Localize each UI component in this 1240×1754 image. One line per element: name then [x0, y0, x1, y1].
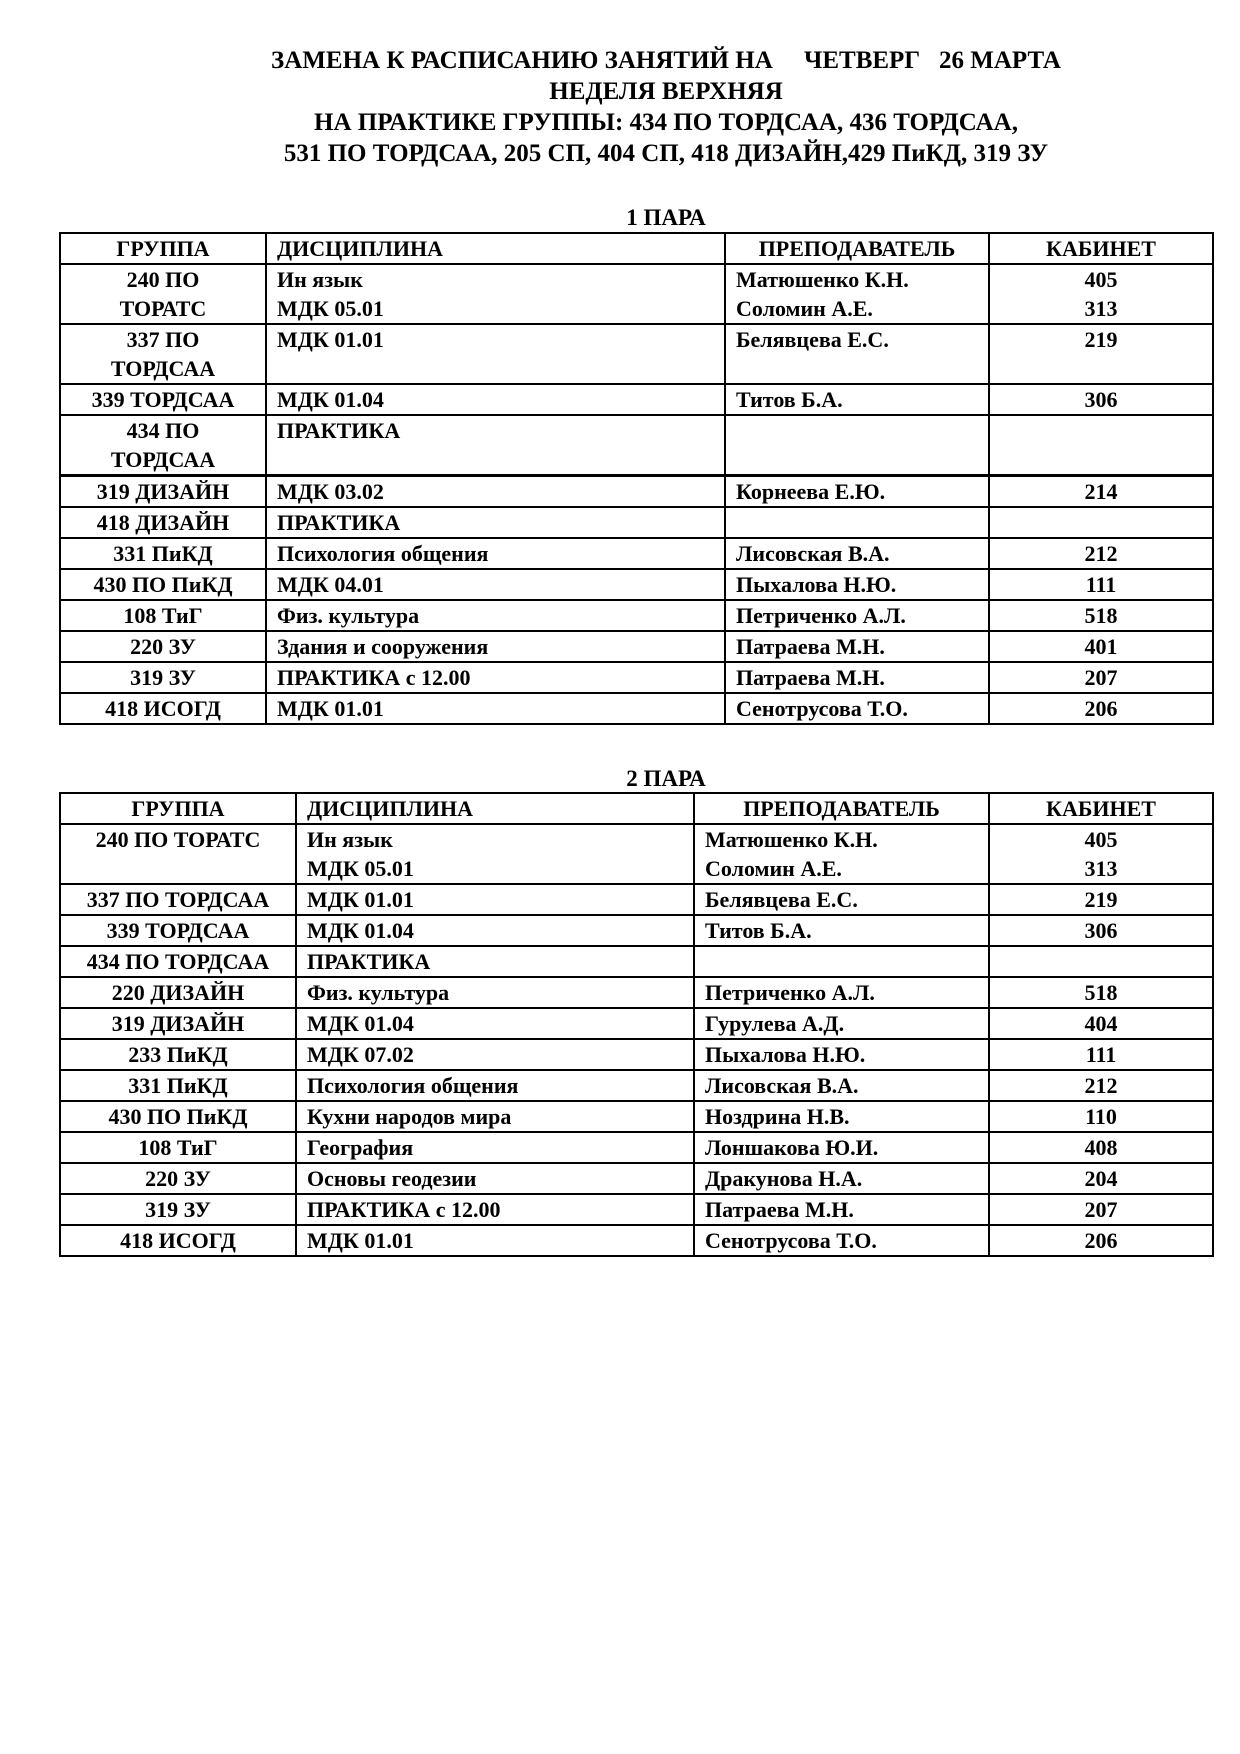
header-practice-groups-2: 531 ПО ТОРДСАА, 205 СП, 404 СП, 418 ДИЗАЙН,429 ПиКД, 319 ЗУ: [283, 140, 1049, 167]
group-cell: [60, 507, 266, 538]
teacher-cell-line: Петриченко А.Л.: [736, 603, 906, 628]
discipline-cell: [296, 1101, 694, 1132]
discipline-cell-line: Физ. культура: [277, 603, 420, 628]
teacher-cell: [694, 977, 989, 1008]
discipline-cell: [266, 569, 725, 600]
discipline-cell: [296, 915, 694, 946]
room-cell: [989, 569, 1213, 600]
teacher-cell: [725, 569, 989, 600]
table-row: [60, 507, 1213, 538]
table-row: [60, 1225, 1213, 1256]
discipline-cell-line: География: [307, 1135, 414, 1160]
discipline-cell-line: Основы геодезии: [307, 1166, 477, 1191]
discipline-cell: [296, 884, 694, 915]
group-cell: [60, 946, 296, 977]
table-row: [60, 1008, 1213, 1039]
group-cell-line: 220 ЗУ: [145, 1166, 211, 1191]
teacher-cell-line: Пыхалова Н.Ю.: [705, 1042, 866, 1067]
table-row: [60, 264, 1213, 324]
teacher-cell-line: Сенотрусова Т.О.: [736, 696, 908, 721]
group-cell-line: 331 ПиКД: [113, 541, 213, 566]
teacher-cell-line: Матюшенко К.Н.: [705, 827, 878, 852]
discipline-cell-line: Физ. культура: [307, 980, 450, 1005]
teacher-cell-line: Белявцева Е.С.: [736, 327, 889, 352]
teacher-cell: [694, 1070, 989, 1101]
teacher-cell: [694, 1225, 989, 1256]
group-cell: [60, 1225, 296, 1256]
discipline-cell-line: МДК 01.04: [307, 918, 414, 943]
teacher-cell: [694, 1039, 989, 1070]
room-cell-line: 206: [1084, 1228, 1118, 1253]
teacher-cell: [725, 538, 989, 569]
teacher-cell: [725, 631, 989, 662]
room-cell: [989, 884, 1213, 915]
discipline-cell-line: МДК 01.01: [307, 1228, 414, 1253]
room-cell: [989, 264, 1213, 324]
teacher-cell: [725, 415, 989, 476]
room-cell-line: 110: [1085, 1104, 1117, 1129]
table-row: [60, 884, 1213, 915]
group-cell-line: 434 ПО ТОРДСАА: [86, 949, 270, 974]
room-cell: [989, 915, 1213, 946]
room-cell-line: 214: [1084, 479, 1118, 504]
teacher-cell-line: Пыхалова Н.Ю.: [736, 572, 897, 597]
discipline-cell-line: МДК 01.01: [307, 887, 414, 912]
room-cell: [989, 415, 1213, 476]
discipline-cell: [266, 476, 725, 508]
discipline-cell: [296, 946, 694, 977]
teacher-cell-line: Ноздрина Н.В.: [705, 1104, 850, 1129]
group-cell: [60, 1101, 296, 1132]
room-cell: [989, 1225, 1213, 1256]
table-row: [60, 476, 1213, 508]
table-row: [60, 631, 1213, 662]
discipline-cell-line: МДК 05.01: [277, 296, 384, 321]
schedule-table-pair-1: [59, 232, 1214, 725]
teacher-cell: [694, 1101, 989, 1132]
room-cell-line: [1000, 508, 1202, 537]
discipline-cell: [296, 1070, 694, 1101]
teacher-cell: [725, 264, 989, 324]
teacher-cell-line: Патраева М.Н.: [736, 634, 885, 659]
discipline-cell: [296, 824, 694, 884]
group-cell-line: 337 ПО ТОРДСАА: [86, 887, 270, 912]
teacher-cell: [725, 662, 989, 693]
discipline-cell: [296, 977, 694, 1008]
table-row: [60, 693, 1213, 724]
room-cell-line: 207: [1084, 665, 1118, 690]
column-header-group: ГРУППА: [60, 233, 266, 264]
teacher-cell: [694, 1008, 989, 1039]
table-header-row: [60, 793, 1213, 824]
teacher-cell: [725, 507, 989, 538]
group-cell-line: 339 ТОРДСАА: [106, 918, 250, 943]
teacher-cell: [694, 1132, 989, 1163]
table-row: [60, 1101, 1213, 1132]
discipline-cell: [266, 384, 725, 415]
table-row: [60, 1132, 1213, 1163]
room-cell: [989, 631, 1213, 662]
teacher-cell: [694, 915, 989, 946]
group-cell-line: 240 ПО ТОРАТС: [95, 827, 261, 852]
group-cell-line: 331 ПиКД: [128, 1073, 228, 1098]
teacher-cell: [725, 324, 989, 384]
group-cell-line: 108 ТиГ: [123, 603, 203, 628]
group-cell-line: 418 ДИЗАЙН: [96, 510, 230, 535]
discipline-cell-line: МДК 04.01: [277, 572, 384, 597]
discipline-cell: [296, 1008, 694, 1039]
group-cell-line: ТОРДСАА: [110, 447, 216, 472]
discipline-cell-line: МДК 01.01: [277, 327, 384, 352]
discipline-cell: [266, 662, 725, 693]
teacher-cell-line: Лисовская В.А.: [736, 541, 890, 566]
discipline-cell: [296, 1225, 694, 1256]
table-row: [60, 977, 1213, 1008]
discipline-cell: [266, 600, 725, 631]
table-body: [60, 824, 1213, 1256]
discipline-cell: [296, 1194, 694, 1225]
discipline-cell: [266, 693, 725, 724]
room-cell-line: 111: [1085, 572, 1117, 597]
room-cell: [989, 1132, 1213, 1163]
teacher-cell-line: Белявцева Е.С.: [705, 887, 858, 912]
schedule-table-pair-2: [59, 792, 1214, 1257]
room-cell-line: 404: [1084, 1011, 1118, 1036]
room-cell: [989, 476, 1213, 508]
group-cell-line: 319 ДИЗАЙН: [96, 479, 230, 504]
group-cell-line: 233 ПиКД: [128, 1042, 228, 1067]
group-cell: [60, 415, 266, 476]
teacher-cell-line: Патраева М.Н.: [736, 665, 885, 690]
column-header-group: ГРУППА: [60, 793, 296, 824]
table-row: [60, 915, 1213, 946]
group-cell: [60, 264, 266, 324]
discipline-cell-line: МДК 01.04: [277, 387, 384, 412]
discipline-cell: [296, 1163, 694, 1194]
column-header-discipline: ДИСЦИПЛИНА: [266, 233, 725, 264]
room-cell: [989, 384, 1213, 415]
group-cell-line: ТОРДСАА: [110, 356, 216, 381]
room-cell: [989, 1039, 1213, 1070]
room-cell: [989, 977, 1213, 1008]
discipline-cell: [266, 631, 725, 662]
group-cell: [60, 693, 266, 724]
discipline-cell-line: Психология общения: [277, 541, 489, 566]
teacher-cell-line: Корнеева Е.Ю.: [736, 479, 886, 504]
group-cell: [60, 884, 296, 915]
discipline-cell-line: Ин язык: [307, 827, 393, 852]
room-cell: [989, 824, 1213, 884]
table-row: [60, 946, 1213, 977]
teacher-cell-line: [736, 416, 978, 445]
discipline-cell: [266, 538, 725, 569]
group-cell-line: 418 ИСОГД: [120, 1228, 236, 1253]
group-cell: [60, 1194, 296, 1225]
header-practice-groups-1: НА ПРАКТИКЕ ГРУППЫ: 434 ПО ТОРДСАА, 436 ТОРДСАА,: [314, 109, 1018, 136]
group-cell: [60, 631, 266, 662]
group-cell: [60, 824, 296, 884]
room-cell-line: 111: [1085, 1042, 1117, 1067]
table-row: [60, 324, 1213, 384]
discipline-cell: [296, 1132, 694, 1163]
teacher-cell: [694, 824, 989, 884]
discipline-cell-line: МДК 01.01: [277, 696, 384, 721]
discipline-cell-line: ПРАКТИКА: [277, 510, 401, 535]
group-cell-line: ТОРАТС: [119, 296, 207, 321]
room-cell: [989, 538, 1213, 569]
group-cell: [60, 476, 266, 508]
room-cell-line: 313: [1084, 856, 1118, 881]
discipline-cell-line: МДК 07.02: [307, 1042, 414, 1067]
discipline-cell-line: Здания и сооружения: [277, 634, 489, 659]
room-cell-line: 405: [1084, 267, 1118, 292]
teacher-cell: [694, 946, 989, 977]
discipline-cell-line: ПРАКТИКА с 12.00: [277, 665, 471, 690]
room-cell-line: [1000, 947, 1202, 976]
section-title-pair-2: 2 ПАРА: [626, 766, 706, 791]
group-cell: [60, 662, 266, 693]
room-cell-line: 518: [1084, 603, 1118, 628]
group-cell: [60, 1132, 296, 1163]
teacher-cell: [694, 1163, 989, 1194]
group-cell: [60, 1008, 296, 1039]
room-cell: [989, 1163, 1213, 1194]
teacher-cell-line: Патраева М.Н.: [705, 1197, 854, 1222]
group-cell-line: 319 ЗУ: [145, 1197, 211, 1222]
table-row: [60, 824, 1213, 884]
group-cell: [60, 915, 296, 946]
teacher-cell: [725, 600, 989, 631]
discipline-cell-line: МДК 05.01: [307, 856, 414, 881]
room-cell: [989, 1194, 1213, 1225]
group-cell: [60, 324, 266, 384]
header-title: ЗАМЕНА К РАСПИСАНИЮ ЗАНЯТИЙ НА ЧЕТВЕРГ 26 МАРТА: [271, 47, 1061, 74]
room-cell-line: 207: [1084, 1197, 1118, 1222]
group-cell: [60, 1163, 296, 1194]
room-cell-line: 405: [1084, 827, 1118, 852]
table-row: [60, 569, 1213, 600]
discipline-cell-line: Ин язык: [277, 267, 363, 292]
room-cell-line: 212: [1084, 1073, 1118, 1098]
room-cell-line: 313: [1084, 296, 1118, 321]
teacher-cell: [725, 384, 989, 415]
section-title-pair-1: 1 ПАРА: [626, 205, 706, 230]
teacher-cell-line: Сенотрусова Т.О.: [705, 1228, 877, 1253]
room-cell: [989, 946, 1213, 977]
room-cell-line: 401: [1084, 634, 1118, 659]
discipline-cell: [266, 415, 725, 476]
room-cell-line: 306: [1084, 918, 1118, 943]
room-cell: [989, 507, 1213, 538]
room-cell-line: 219: [1084, 887, 1118, 912]
room-cell: [989, 600, 1213, 631]
group-cell-line: 430 ПО ПиКД: [108, 1104, 248, 1129]
table-row: [60, 1163, 1213, 1194]
group-cell-line: 220 ЗУ: [130, 634, 196, 659]
group-cell-line: 337 ПО: [126, 327, 200, 352]
teacher-cell-line: Петриченко А.Л.: [705, 980, 875, 1005]
group-cell: [60, 538, 266, 569]
teacher-cell: [725, 693, 989, 724]
teacher-cell-line: Титов Б.А.: [705, 918, 812, 943]
room-cell: [989, 693, 1213, 724]
teacher-cell-line: Гурулева А.Д.: [705, 1011, 845, 1036]
room-cell-line: 408: [1084, 1135, 1118, 1160]
room-cell: [989, 324, 1213, 384]
teacher-cell-line: Соломин А.Е.: [736, 296, 873, 321]
group-cell: [60, 977, 296, 1008]
teacher-cell-line: [705, 947, 978, 976]
header-week: НЕДЕЛЯ ВЕРХНЯЯ: [549, 78, 783, 105]
group-cell-line: 319 ЗУ: [130, 665, 196, 690]
discipline-cell-line: МДК 01.04: [307, 1011, 414, 1036]
group-cell-line: 434 ПО: [126, 418, 200, 443]
room-cell: [989, 1070, 1213, 1101]
discipline-cell: [266, 324, 725, 384]
teacher-cell-line: Титов Б.А.: [736, 387, 843, 412]
group-cell: [60, 1039, 296, 1070]
group-cell-line: 339 ТОРДСАА: [91, 387, 235, 412]
group-cell-line: 220 ДИЗАЙН: [111, 980, 245, 1005]
table-body: [60, 264, 1213, 724]
teacher-cell-line: Дракунова Н.А.: [705, 1166, 863, 1191]
table-row: [60, 600, 1213, 631]
group-cell: [60, 569, 266, 600]
table-row: [60, 1039, 1213, 1070]
room-cell-line: 518: [1084, 980, 1118, 1005]
teacher-cell-line: Матюшенко К.Н.: [736, 267, 909, 292]
teacher-cell: [725, 476, 989, 508]
discipline-cell-line: ПРАКТИКА с 12.00: [307, 1197, 501, 1222]
discipline-cell-line: ПРАКТИКА: [277, 418, 401, 443]
teacher-cell-line: Лисовская В.А.: [705, 1073, 859, 1098]
teacher-cell-line: Соломин А.Е.: [705, 856, 842, 881]
room-cell-line: 306: [1084, 387, 1118, 412]
room-cell-line: 204: [1084, 1166, 1118, 1191]
teacher-cell: [694, 884, 989, 915]
teacher-cell: [694, 1194, 989, 1225]
group-cell: [60, 1070, 296, 1101]
discipline-cell: [266, 264, 725, 324]
discipline-cell: [266, 507, 725, 538]
room-cell: [989, 1101, 1213, 1132]
group-cell-line: 430 ПО ПиКД: [93, 572, 233, 597]
table-header-row: [60, 233, 1213, 264]
group-cell-line: 418 ИСОГД: [105, 696, 221, 721]
discipline-cell-line: Психология общения: [307, 1073, 519, 1098]
room-cell: [989, 662, 1213, 693]
room-cell-line: 212: [1084, 541, 1118, 566]
discipline-cell: [296, 1039, 694, 1070]
table-row: [60, 415, 1213, 476]
group-cell-line: 240 ПО: [126, 267, 200, 292]
discipline-cell-line: Кухни народов мира: [307, 1104, 512, 1129]
table-row: [60, 538, 1213, 569]
group-cell: [60, 384, 266, 415]
table-row: [60, 1070, 1213, 1101]
teacher-cell-line: [736, 508, 978, 537]
table-row: [60, 384, 1213, 415]
document-header: [0, 45, 1240, 169]
table-row: [60, 662, 1213, 693]
room-cell-line: [1000, 416, 1202, 445]
column-header-room: КАБИНЕТ: [989, 793, 1213, 824]
column-header-discipline: ДИСЦИПЛИНА: [296, 793, 694, 824]
teacher-cell-line: Лоншакова Ю.И.: [705, 1135, 879, 1160]
group-cell-line: 108 ТиГ: [138, 1135, 218, 1160]
room-cell-line: 206: [1084, 696, 1118, 721]
discipline-cell-line: МДК 03.02: [277, 479, 384, 504]
group-cell-line: 319 ДИЗАЙН: [111, 1011, 245, 1036]
column-header-room: КАБИНЕТ: [989, 233, 1213, 264]
group-cell: [60, 600, 266, 631]
room-cell: [989, 1008, 1213, 1039]
discipline-cell-line: ПРАКТИКА: [307, 949, 431, 974]
table-row: [60, 1194, 1213, 1225]
room-cell-line: 219: [1084, 327, 1118, 352]
column-header-teacher: ПРЕПОДАВАТЕЛЬ: [694, 793, 989, 824]
column-header-teacher: ПРЕПОДАВАТЕЛЬ: [725, 233, 989, 264]
